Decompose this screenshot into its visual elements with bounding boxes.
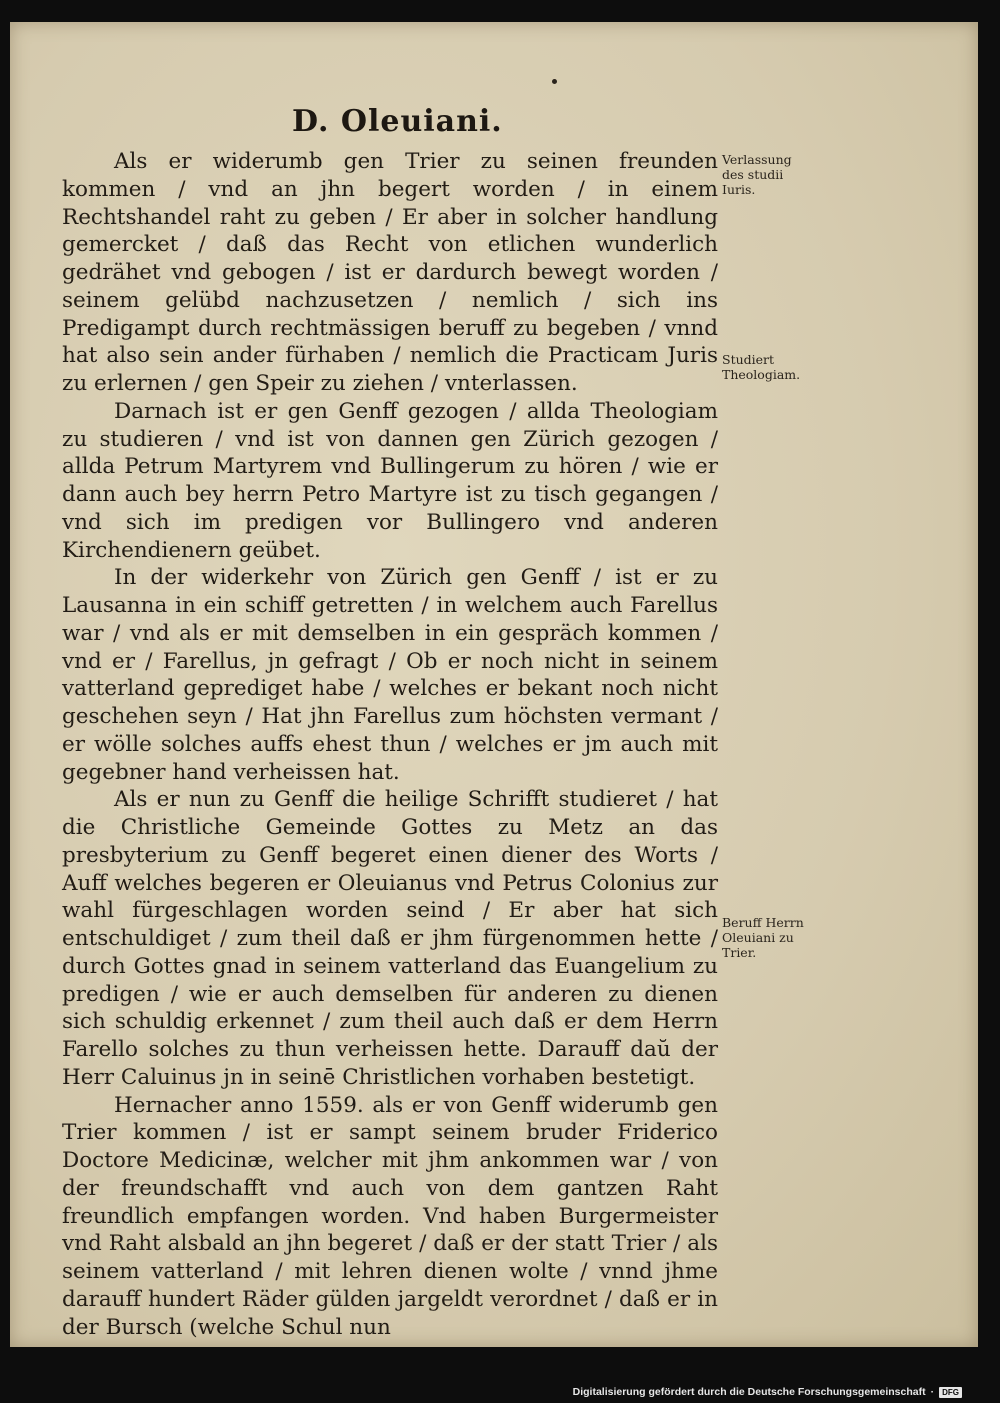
margin-note: Beruff Herrn Oleuiani zu Trier.: [722, 915, 804, 960]
paragraph: Als er nun zu Genff die heilige Schrifft studieret / hat die Christliche Gemeinde Gottes zu Metz an das presbyterium zu Genff begeret einen diener des Worts / Auff welches begeren er Oleuianus vnd Petrus Colonius zur wahl fürgeschlagen worden seind / Er aber hat sich entschuldiget / zum theil daß er jhm fürgenommen hette / durch Gottes gnad in seinem vatterland das Euangelium zu predigen / wie er auch demselben für anderen zu dienen sich schuldig erkennet / zum theil auch daß er dem Herrn Farello solches zu thun verheissen hette. Darauff daŭ der Herr Caluinus jn in seinē Christlichen vorhaben bestetigt.: [62, 787, 718, 1090]
margin-note: Verlassung des studii Iuris.: [722, 152, 792, 197]
separator: ·: [930, 1386, 935, 1398]
margin-note: Studiert Theologiam.: [722, 352, 801, 382]
paragraph: Als er widerumb gen Trier zu seinen freunden kommen / vnd an jhn begert worden / in einem Rechtshandel raht zu geben / Er aber in solcher handlung gemercket / daß das Recht von etlichen wunderlich gedrähet vnd gebogen / ist er dardurch bewegt worden / seinem gelübd nachzusetzen / nemlich / sich ins Predigampt durch rechtmässigen beruff zu begeben / vnnd hat also sein ander fürhaben / nemlich die Practicam Juris zu erlernen / gen Speir zu ziehen / vnterlassen.: [62, 149, 718, 396]
paragraph: In der widerkehr von Zürich gen Genff / ist er zu Lausanna in ein schiff getretten / in welchem auch Farellus war / vnd als er mit demselben in ein gespräch kommen / vnd er / Farellus, jn gefragt / Ob er noch nicht in seinem vatterland geprediget habe / welches er bekant noch nicht geschehen seyn / Hat jhn Farellus zum höchsten vermant / er wölle solches auffs ehest thun / welches er jm auch mit gegebner hand verheissen hat.: [62, 565, 718, 785]
dfg-logo: DFG: [939, 1387, 962, 1398]
book-page: [10, 22, 978, 1347]
running-head: D. Oleuiani.: [292, 104, 503, 139]
main-text: [62, 148, 718, 1341]
digitization-credit: [573, 1386, 962, 1398]
credit-text: Digitalisierung gefördert durch die Deutsche Forschungsgemeinschaft: [572, 1386, 926, 1398]
paragraph: Darnach ist er gen Genff gezogen / allda Theologiam zu studieren / vnd ist von dannen gen Zürich gezogen / allda Petrum Martyrem vnd Bullingerum zu hören / wie er dann auch bey herrn Petro Martyre ist zu tisch gegangen / vnd sich im predigen vor Bullingero vnd anderen Kirchendienern geübet.: [62, 398, 718, 563]
ink-dot: [552, 79, 557, 84]
paragraph: Hernacher anno 1559. als er von Genff widerumb gen Trier kommen / ist er sampt seinem bruder Friderico Doctore Medicinæ, welcher mit jhm ankommen war / von der freundschafft vnd auch von dem gantzen Raht freundlich empfangen worden. Vnd haben Burgermeister vnd Raht alsbald an jhn begeret / daß er der statt Trier / als seinem vatterland / mit lehren dienen wolte / vnnd jhme darauff hundert Räder gülden jargeldt verordnet / daß er in der Bursch (welche Schul nun: [62, 1092, 718, 1340]
